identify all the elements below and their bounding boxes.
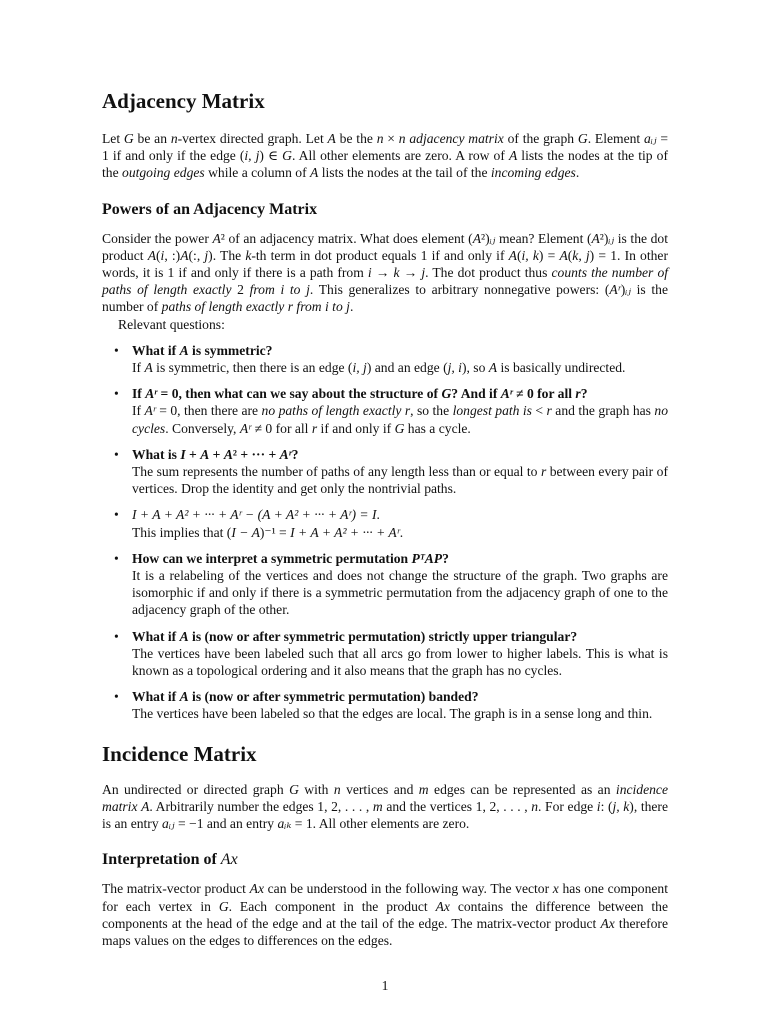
text-run: The vertices have been labeled such that all arcs go from lower to higher labels. This is what is known as a topological ordering and it also means that the graph has no cycles.	[132, 645, 668, 679]
interpretation-paragraph	[102, 880, 668, 949]
math-text: j	[421, 265, 426, 281]
bullet-icon: •	[114, 507, 119, 523]
intro-paragraph	[102, 130, 668, 182]
text-run: -vertex directed graph. Let	[177, 131, 328, 146]
math-text: r	[546, 403, 552, 419]
subsection-title: Powers of an Adjacency Matrix	[102, 200, 318, 218]
answer	[132, 567, 668, 619]
text-run: is the dot product	[102, 230, 669, 263]
text-run: .	[349, 299, 354, 315]
math-text: A	[179, 689, 189, 705]
text-run: (	[567, 247, 573, 263]
text-run: It is a relabeling of the vertices and does not change the structure of the graph. Two graphs are isomorphic if and only if there is a symmetric permutation from the adjacency graph of one to the adjacency graph of the other.	[132, 568, 668, 618]
math-text: i, j	[352, 360, 367, 376]
section-adjacency-matrix	[102, 88, 668, 182]
text-run: can be understood in the following way. The vector	[263, 881, 553, 897]
math-text: n	[170, 131, 178, 146]
math-text: aᵢⱼ	[162, 816, 175, 832]
text-run: = 1 if and only if the edge (	[102, 131, 669, 164]
question	[132, 688, 668, 705]
section-incidence-matrix	[102, 741, 668, 833]
text-run: This implies that (	[132, 524, 232, 540]
question	[132, 506, 668, 523]
text-run: is symmetric, then there is an edge (	[152, 360, 353, 376]
text-run: ² + ··· +	[232, 446, 280, 462]
section-title: Adjacency Matrix	[102, 89, 265, 113]
math-text: Aʳ	[144, 403, 156, 419]
text-run: What is	[132, 446, 181, 462]
text-run: counts the number of paths of length exactly	[102, 265, 669, 298]
text-run: mean? Element (	[495, 230, 592, 246]
text-run: . For edge	[538, 798, 597, 814]
text-run: no paths of length exactly r	[261, 403, 411, 419]
question	[132, 342, 668, 359]
text-run: →	[399, 265, 422, 281]
text-run: = −1 and an entry	[174, 816, 278, 832]
text-run: and the vertices 1, 2, . . . ,	[382, 798, 532, 814]
math-text: r	[311, 420, 318, 436]
answer	[132, 359, 668, 376]
text-run: . Arbitrarily number the edges 1, 2, . . . ,	[149, 798, 373, 814]
math-text: A	[179, 342, 189, 358]
math-text: k	[393, 265, 400, 281]
math-text: A	[212, 230, 221, 246]
powers-paragraph	[102, 230, 668, 316]
section-title: Incidence Matrix	[102, 741, 257, 766]
math-text: n	[531, 798, 539, 814]
text-run: is the number of	[102, 282, 668, 315]
math-text: Aʳ	[500, 386, 513, 402]
text-run: (:,	[188, 247, 205, 263]
math-text: A	[141, 798, 150, 814]
text-run: outgoing edges	[122, 165, 205, 181]
text-run: has a cycle.	[404, 420, 471, 436]
subsection-powers	[102, 200, 668, 723]
text-run: What if	[132, 689, 180, 705]
math-text: n	[376, 131, 384, 146]
text-run: contains the difference between the components at the head of the edge and at the tail of the edge. The matrix-vector product	[102, 898, 668, 931]
answer	[132, 463, 668, 497]
text-run: What if	[132, 628, 180, 644]
question	[132, 446, 668, 463]
math-text: I − A	[231, 524, 260, 540]
question-item	[102, 628, 668, 680]
answer	[132, 524, 668, 541]
text-run: )	[620, 282, 626, 298]
text-run: ≠ 0 for all	[251, 420, 312, 436]
text-run: is (now or after symmetric permutation) strictly upper triangular?	[188, 628, 578, 644]
math-text: Aʳ	[239, 420, 252, 436]
text-run: The matrix-vector product	[102, 881, 250, 897]
math-text: r	[575, 386, 581, 402]
text-run: paths of length exactly r from i to j	[161, 299, 350, 315]
text-run: lists the nodes at the tail of the	[318, 165, 491, 181]
math-text: G	[218, 898, 229, 914]
text-run: ²)	[599, 230, 609, 246]
text-run: Consider the power	[102, 230, 213, 246]
math-text: G	[282, 148, 292, 164]
text-run: edges can be represented as an	[428, 781, 616, 797]
math-text: i	[596, 798, 601, 814]
math-text: A	[508, 247, 517, 263]
page-number: 1	[381, 978, 389, 994]
text-run: if and only if	[317, 420, 395, 436]
title-text: Interpretation of	[102, 851, 221, 869]
question	[132, 385, 668, 402]
text-run: .	[376, 507, 380, 523]
text-run: between every pair of vertices. Drop the identity and get only the nontrivial paths.	[132, 464, 668, 497]
bullet-icon: •	[114, 446, 119, 462]
text-run: is symmetric?	[188, 342, 273, 358]
text-run: ?	[442, 550, 449, 566]
bullet-icon: •	[114, 550, 119, 566]
math-text: A	[180, 247, 189, 263]
text-run: What if	[132, 342, 180, 358]
question	[132, 550, 668, 567]
text-run: The vertices have been labeled so that the edges are local. The graph is in a sense long and thin.	[132, 706, 653, 722]
math-text: A	[488, 360, 498, 376]
math-text: j, i	[447, 360, 462, 376]
text-run: be an	[133, 131, 171, 146]
text-run: . Element	[587, 131, 644, 146]
text-run: and the graph has	[551, 403, 655, 419]
text-run: is basically undirected.	[497, 360, 626, 376]
text-run: . Conversely,	[165, 420, 240, 436]
math-text: G	[441, 386, 452, 402]
bullet-icon: •	[114, 386, 119, 402]
math-text: G	[577, 131, 588, 146]
text-run: = 1. All other elements are zero.	[291, 816, 470, 832]
text-run: , so the	[410, 403, 453, 419]
subsection-interpretation	[102, 850, 668, 949]
math-text: ᵢⱼ	[608, 230, 615, 246]
text-run: How can we interpret a symmetric permutation	[132, 550, 412, 566]
text-run: (	[156, 247, 161, 263]
questions-list	[102, 342, 668, 723]
math-text: A	[144, 360, 153, 376]
bullet-icon: •	[114, 342, 119, 358]
math-text: G	[394, 420, 405, 436]
text-run: . All other elements are zero. A row of	[291, 148, 509, 164]
math-text: m	[372, 798, 383, 814]
text-run: If	[132, 403, 145, 419]
relevant-questions-label: Relevant questions:	[118, 316, 225, 332]
text-run: incoming edges	[490, 165, 576, 181]
text-run: incidence matrix	[102, 781, 669, 814]
question-item	[102, 506, 668, 540]
text-run: ² of an adjacency matrix. What does element (	[220, 230, 473, 246]
subsection-title	[102, 850, 668, 870]
text-run: . Each component in the product	[228, 898, 436, 914]
answer	[132, 705, 668, 722]
math-text: Aʳ	[609, 282, 621, 298]
question-item	[102, 550, 668, 619]
text-run: = 0, then there are	[155, 403, 262, 419]
text-run: . The dot product thus	[425, 265, 552, 281]
math-text: k, j	[572, 247, 590, 263]
question-item	[102, 342, 668, 376]
math-text: Ax	[435, 898, 450, 914]
text-run: = 0, then what can we say about the structure of	[157, 386, 442, 402]
text-run: ?	[580, 386, 588, 402]
text-run: is (now or after symmetric permutation) banded?	[188, 689, 479, 705]
text-run: .	[399, 524, 404, 540]
question-item	[102, 688, 668, 722]
text-run: from i to j	[249, 282, 310, 298]
text-run: ). The	[208, 247, 246, 263]
math-text: I	[180, 446, 186, 462]
text-run: of the graph	[503, 131, 578, 146]
text-run: Let	[102, 131, 124, 146]
math-text: A	[472, 230, 482, 246]
text-run: be the	[335, 131, 377, 146]
math-text: Ax	[249, 881, 264, 897]
text-run: .	[575, 165, 580, 181]
math-text: I + A + A² + ··· + Aʳ − (A + A² + ··· + Aʳ) = I	[132, 507, 377, 523]
text-run: , :)	[164, 247, 181, 263]
text-run: therefore maps values on the edges to differences on the edges.	[102, 915, 668, 948]
text-run: adjacency matrix	[405, 131, 504, 146]
text-run: ) ∈	[259, 148, 283, 164]
text-run: The sum represents the number of paths of any length less than or equal to	[132, 464, 541, 480]
math-text: A	[591, 230, 600, 246]
question-item	[102, 446, 668, 498]
text-run: ≠ 0 for all	[512, 386, 576, 402]
math-text: I + A + A² + ··· + Aʳ	[290, 524, 400, 540]
text-run: longest path is	[452, 403, 532, 419]
text-run: (	[516, 247, 522, 263]
math-text: j, k	[612, 798, 630, 814]
math-text: aᵢⱼ	[644, 131, 657, 146]
text-run: has one component for each vertex in	[102, 881, 668, 914]
bullet-icon: •	[114, 689, 119, 705]
math-text: A	[223, 446, 233, 462]
text-run: . This generalizes to arbitrary nonnegative powers: (	[309, 282, 610, 298]
question	[132, 628, 668, 645]
math-text: x	[552, 881, 559, 897]
text-run: If	[132, 360, 145, 376]
text-run: ×	[383, 131, 399, 146]
math-text: A	[179, 628, 189, 644]
text-run: An undirected or directed graph	[102, 781, 290, 797]
math-text: A	[559, 247, 568, 263]
math-text: A	[200, 446, 210, 462]
math-text: A	[310, 165, 319, 181]
text-run: If	[132, 386, 146, 402]
answer	[132, 645, 668, 679]
text-run: <	[531, 403, 547, 419]
bullet-icon: •	[114, 628, 119, 644]
text-run: -th term in dot product equals 1 if and only if	[251, 247, 509, 263]
math-text: A	[147, 247, 157, 263]
text-run: ), there is an entry	[102, 798, 668, 832]
text-run: ) = 1. In other words, it is 1 if and only if there is a path from	[102, 247, 668, 281]
math-text: j	[204, 247, 209, 263]
title-math: Ax	[220, 851, 238, 869]
math-text: G	[289, 781, 299, 797]
math-text: r	[540, 464, 547, 480]
text-run: ) and an edge (	[366, 360, 448, 376]
math-text: ᵢⱼ	[489, 230, 496, 246]
math-text: PᵀAP	[411, 550, 443, 566]
text-run: +	[209, 446, 224, 462]
text-run: ), so	[461, 360, 489, 376]
text-run: : (	[600, 798, 613, 814]
text-run: vertices and	[340, 781, 419, 797]
text-run: no cycles	[132, 403, 668, 436]
math-text: Aʳ	[279, 446, 292, 462]
math-text: m	[418, 781, 429, 797]
math-text: G	[123, 131, 134, 146]
text-run: with	[298, 781, 334, 797]
math-text: i	[160, 247, 165, 263]
text-run: )⁻¹ =	[259, 524, 291, 540]
math-text: n	[398, 131, 406, 146]
text-run: ²)	[481, 230, 490, 246]
text-run: while a column of	[204, 165, 311, 181]
text-run: 2	[231, 282, 250, 298]
math-text: Aʳ	[145, 386, 158, 402]
text-run: ? And if	[451, 386, 501, 402]
question-item	[102, 385, 668, 437]
incidence-paragraph	[102, 781, 668, 833]
text-run: →	[371, 265, 394, 281]
text-run: ) =	[538, 247, 560, 263]
math-text: A	[508, 148, 518, 164]
math-text: ᵢⱼ	[625, 282, 631, 298]
text-run: lists the nodes at the tip of the	[102, 148, 668, 181]
math-text: A	[327, 131, 336, 146]
math-text: i, k	[521, 247, 539, 263]
answer	[132, 402, 668, 436]
math-text: n	[333, 781, 341, 797]
math-text: i, j	[244, 148, 260, 164]
text-run: ?	[291, 446, 299, 462]
math-text: Ax	[600, 915, 615, 931]
math-text: i	[367, 265, 372, 281]
math-text: k	[245, 247, 252, 263]
text-run: +	[185, 446, 201, 462]
math-text: aᵢₖ	[277, 816, 292, 832]
